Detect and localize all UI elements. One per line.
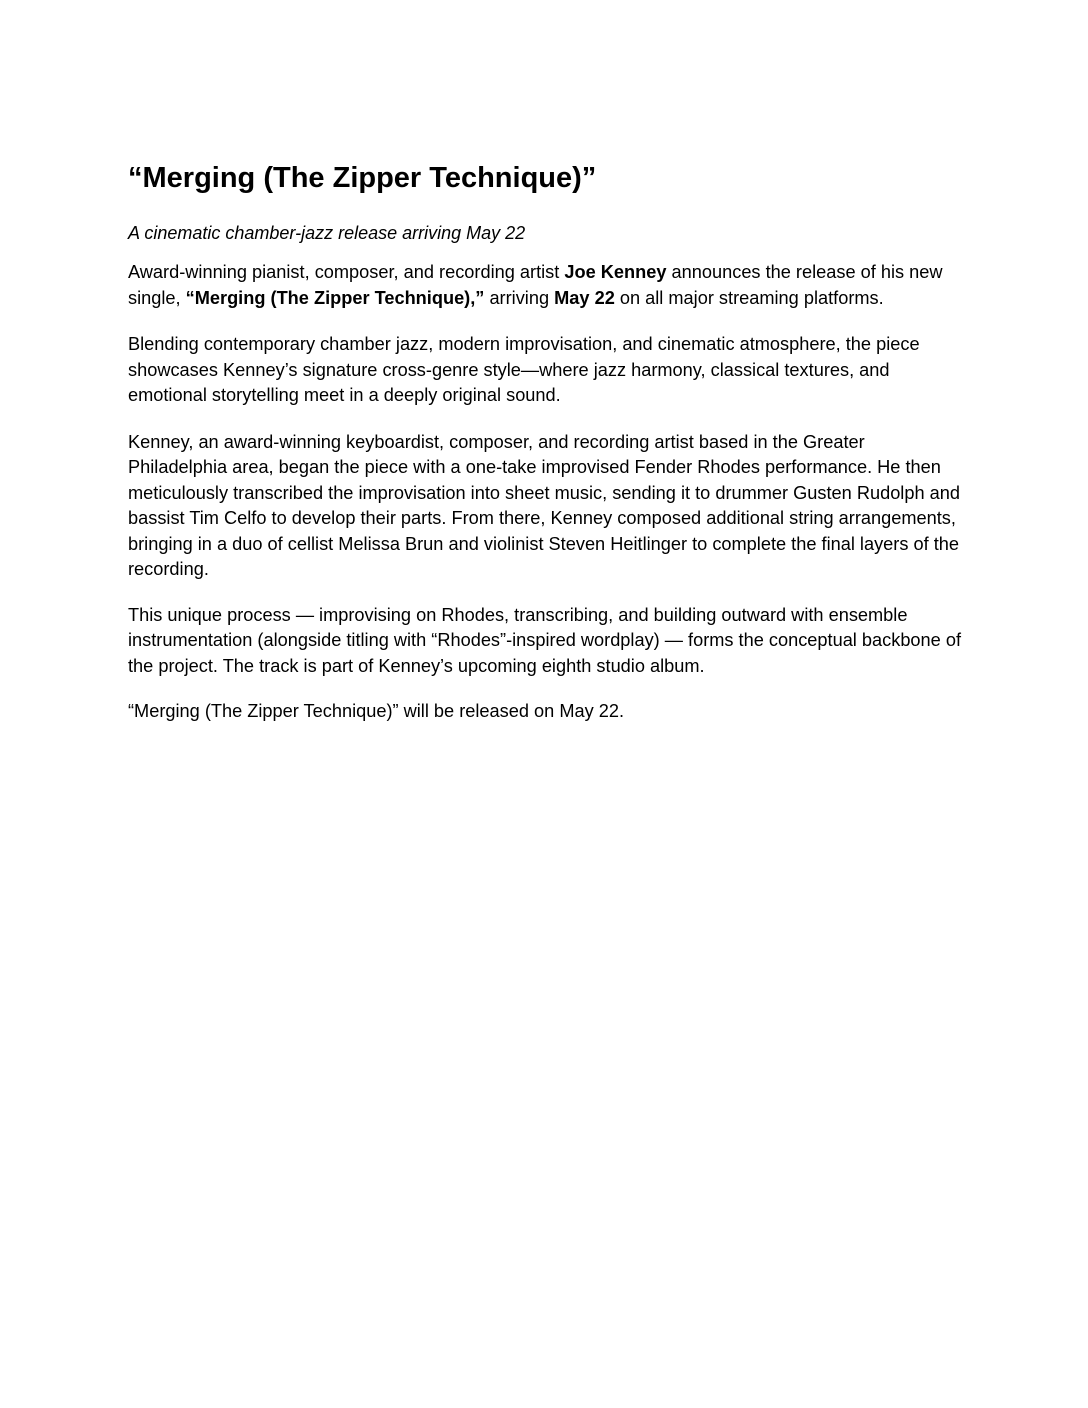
body-paragraph-process: Kenney, an award-winning keyboardist, composer, and recording artist based in the Greater Philadelphia area, began the piece with a one-take improvised Fender Rhodes performance. He then meticulously transcribed the improvisation into sheet music, sending it to drummer Gusten Rudolph and bassist Tim Celfo to develop their parts. From there, Kenney composed additional string arrangements, bringing in a duo of cellist Melissa Brun and violinist Steven Heitlinger to complete the final layers of the recording. [128, 431, 960, 579]
intro-text-4: on all major streaming platforms. [614, 287, 884, 308]
page-title: “Merging (The Zipper Technique)” [128, 162, 597, 194]
intro-paragraph [128, 260, 968, 311]
intro-text-3: arriving [484, 287, 555, 308]
intro-text-1: Award-winning pianist, composer, and recording artist [128, 262, 565, 282]
artist-name: Joe Kenney [564, 262, 667, 282]
body-paragraph-concept: This unique process — improvising on Rhodes, transcribing, and building outward with ensemble instrumentation (alongside titling with “Rhodes”-inspired wordplay) — forms the conceptual backbone of the project. The track is part of Kenney’s upcoming eighth studio album. [128, 604, 962, 676]
single-title: “Merging (The Zipper Technique),” [185, 287, 485, 308]
intro-text-2: announces the release of his new single, [128, 262, 943, 308]
release-date: May 22 [554, 287, 615, 308]
release-statement: “Merging (The Zipper Technique)” will be released on May 22. [128, 701, 625, 721]
subtitle: A cinematic chamber-jazz release arriving May 22 [128, 223, 526, 243]
body-paragraph-style: Blending contemporary chamber jazz, modern improvisation, and cinematic atmosphere, the piece showcases Kenney’s signature cross-genre style—where jazz harmony, classical textures, and emotional storytelling meet in a deeply original sound. [128, 334, 920, 405]
document-page [128, 158, 968, 725]
